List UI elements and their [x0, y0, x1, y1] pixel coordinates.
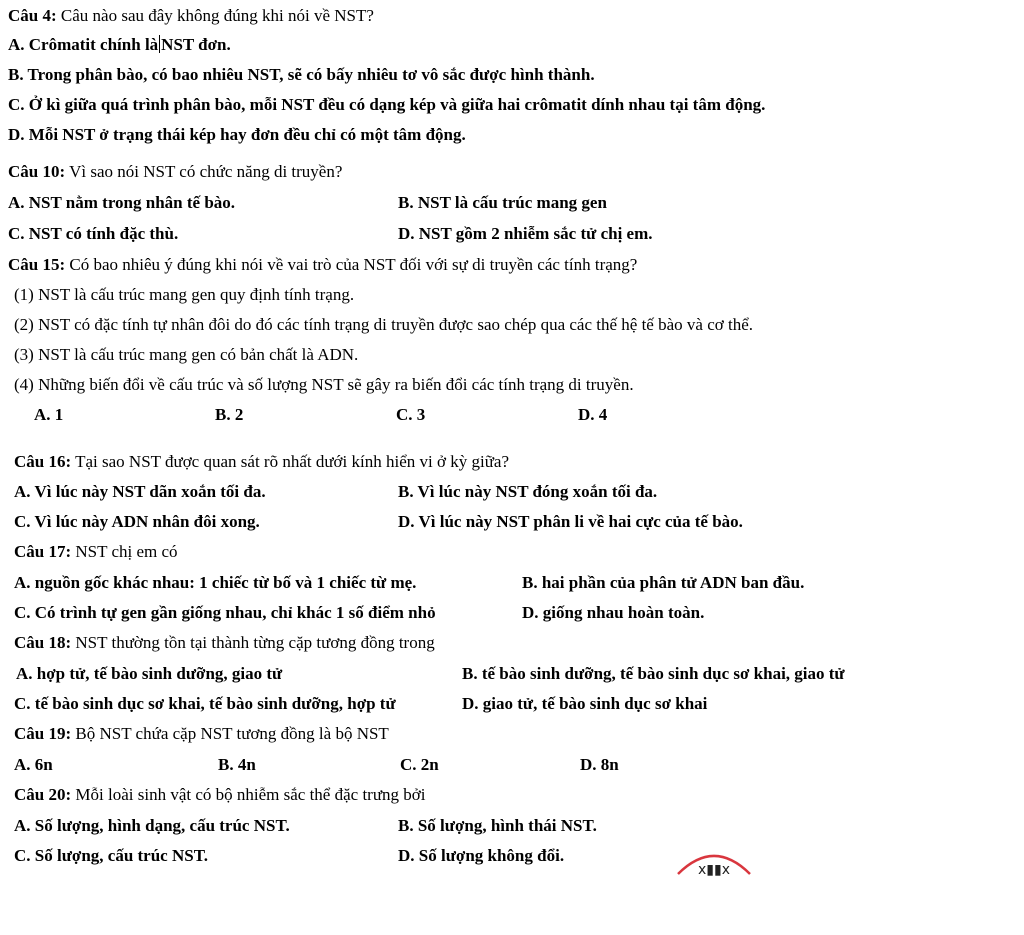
question-text: Bộ NST chứa cặp NST tương đồng là bộ NST — [75, 724, 389, 743]
q16-option-b — [398, 482, 657, 502]
question-18 — [14, 633, 435, 653]
option-text: C. NST có tính đặc thù. — [8, 224, 179, 243]
option-text: B. Trong phân bào, có bao nhiêu NST, sẽ có bấy nhiêu tơ vô sắc được hình thành. — [8, 65, 595, 84]
option-text-part2: NST đơn. — [161, 35, 231, 54]
q15-statement-2 — [14, 315, 753, 335]
q4-option-d — [8, 125, 466, 145]
q17-option-c — [14, 603, 436, 623]
q15-option-b — [215, 405, 243, 425]
option-text: D. giống nhau hoàn toàn. — [522, 603, 705, 622]
q20-option-b — [398, 816, 597, 836]
question-label: Câu 16: — [14, 452, 72, 471]
q17-option-d — [522, 603, 704, 623]
option-text: C. Vì lúc này ADN nhân đôi xong. — [14, 512, 260, 531]
option-text: B. hai phần của phân tử ADN ban đầu. — [522, 573, 805, 592]
q10-option-c — [8, 224, 178, 244]
question-label: Câu 19: — [14, 724, 72, 743]
q16-option-a — [14, 482, 266, 502]
question-label: Câu 18: — [14, 633, 72, 652]
q15-option-c — [396, 405, 425, 425]
statement-text: (2) NST có đặc tính tự nhân đôi do đó các tính trạng di truyền được sao chép qua các thế hệ tế bào và cơ thể. — [14, 315, 753, 334]
option-text: C. Có trình tự gen gần giống nhau, chỉ khác 1 số điểm nhỏ — [14, 603, 436, 622]
q10-option-a — [8, 193, 235, 213]
statement-text: (1) NST là cấu trúc mang gen quy định tính trạng. — [14, 285, 355, 304]
question-19 — [14, 724, 389, 744]
option-text: A. nguồn gốc khác nhau: 1 chiếc từ bố và 1 chiếc từ mẹ. — [14, 573, 417, 592]
option-text: A. Vì lúc này NST dãn xoắn tối đa. — [14, 482, 266, 501]
question-text: Mỗi loài sinh vật có bộ nhiễm sắc thể đặc trưng bởi — [75, 785, 426, 804]
option-text: C. tế bào sinh dục sơ khai, tế bào sinh dưỡng, hợp tử — [14, 694, 396, 713]
option-text: B. NST là cấu trúc mang gen — [398, 193, 607, 212]
question-16 — [14, 452, 509, 472]
option-text: B. Số lượng, hình thái NST. — [398, 816, 597, 835]
question-15 — [8, 255, 637, 275]
question-label: Câu 15: — [8, 255, 66, 274]
question-label: Câu 4: — [8, 6, 57, 25]
option-text: C. 3 — [396, 405, 426, 424]
option-text: C. Số lượng, cấu trúc NST. — [14, 846, 209, 865]
q17-option-a — [14, 573, 416, 593]
logo-mark-icon — [674, 842, 754, 878]
option-text: A. Số lượng, hình dạng, cấu trúc NST. — [14, 816, 290, 835]
option-text-part1: A. Crômatit chính là — [8, 35, 159, 54]
q20-option-a — [14, 816, 290, 836]
option-text: C. Ở kì giữa quá trình phân bào, mỗi NST đều có dạng kép và giữa hai crômatit dính nhau tại tâm động. — [8, 95, 766, 114]
q18-option-a — [16, 664, 282, 684]
option-text: D. 4 — [578, 405, 608, 424]
q18-option-d — [462, 694, 707, 714]
q18-option-b — [462, 664, 845, 684]
option-text: D. 8n — [580, 755, 619, 774]
option-text: B. 4n — [218, 755, 256, 774]
question-17 — [14, 542, 178, 562]
q19-option-b — [218, 755, 256, 775]
q15-statement-3 — [14, 345, 358, 365]
question-text: Tại sao NST được quan sát rõ nhất dưới kính hiển vi ở kỳ giữa? — [75, 452, 509, 471]
option-text: D. NST gồm 2 nhiễm sắc tử chị em. — [398, 224, 653, 243]
q4-option-a — [8, 35, 231, 55]
q4-option-b — [8, 65, 595, 85]
q16-option-d — [398, 512, 743, 532]
question-text: Vì sao nói NST có chức năng di truyền? — [69, 162, 343, 181]
question-label: Câu 20: — [14, 785, 72, 804]
q4-option-c — [8, 95, 765, 115]
option-text: B. tế bào sinh dưỡng, tế bào sinh dục sơ khai, giao tử — [462, 664, 845, 683]
statement-text: (3) NST là cấu trúc mang gen có bản chất là ADN. — [14, 345, 359, 364]
option-text: D. Số lượng không đổi. — [398, 846, 565, 865]
question-label: Câu 10: — [8, 162, 66, 181]
q20-option-c — [14, 846, 208, 866]
logo-text: x▮▮x — [698, 862, 730, 878]
question-text: Có bao nhiêu ý đúng khi nói về vai trò của NST đối với sự di truyền các tính trạng? — [69, 255, 638, 274]
q15-option-a — [34, 405, 63, 425]
q15-statement-4 — [14, 375, 634, 395]
q18-option-c — [14, 694, 396, 714]
option-text: A. hợp tử, tế bào sinh dưỡng, giao tử — [16, 664, 283, 683]
question-text: NST chị em có — [75, 542, 178, 561]
q16-option-c — [14, 512, 260, 532]
option-text: A. 1 — [34, 405, 64, 424]
q17-option-b — [522, 573, 804, 593]
q10-option-d — [398, 224, 653, 244]
question-4 — [8, 6, 374, 26]
option-text: D. Vì lúc này NST phân li về hai cực của tế bào. — [398, 512, 743, 531]
option-text: B. 2 — [215, 405, 244, 424]
option-text: A. NST nằm trong nhân tế bào. — [8, 193, 236, 212]
option-text: B. Vì lúc này NST đóng xoắn tối đa. — [398, 482, 658, 501]
option-text: C. 2n — [400, 755, 439, 774]
q15-statement-1 — [14, 285, 354, 305]
option-text: A. 6n — [14, 755, 53, 774]
q10-option-b — [398, 193, 607, 213]
q20-option-d — [398, 846, 564, 866]
option-text: D. Mỗi NST ở trạng thái kép hay đơn đều chỉ có một tâm động. — [8, 125, 466, 144]
q15-option-d — [578, 405, 607, 425]
question-text: Câu nào sau đây không đúng khi nói về NST? — [60, 6, 374, 25]
q19-option-d — [580, 755, 619, 775]
q19-option-c — [400, 755, 439, 775]
question-text: NST thường tồn tại thành từng cặp tương đồng trong — [75, 633, 435, 652]
question-label: Câu 17: — [14, 542, 72, 561]
option-text: D. giao tử, tế bào sinh dục sơ khai — [462, 694, 708, 713]
statement-text: (4) Những biến đổi về cấu trúc và số lượng NST sẽ gây ra biến đổi các tính trạng di truyền. — [14, 375, 634, 394]
question-20 — [14, 785, 426, 805]
question-10 — [8, 162, 342, 182]
q19-option-a — [14, 755, 53, 775]
